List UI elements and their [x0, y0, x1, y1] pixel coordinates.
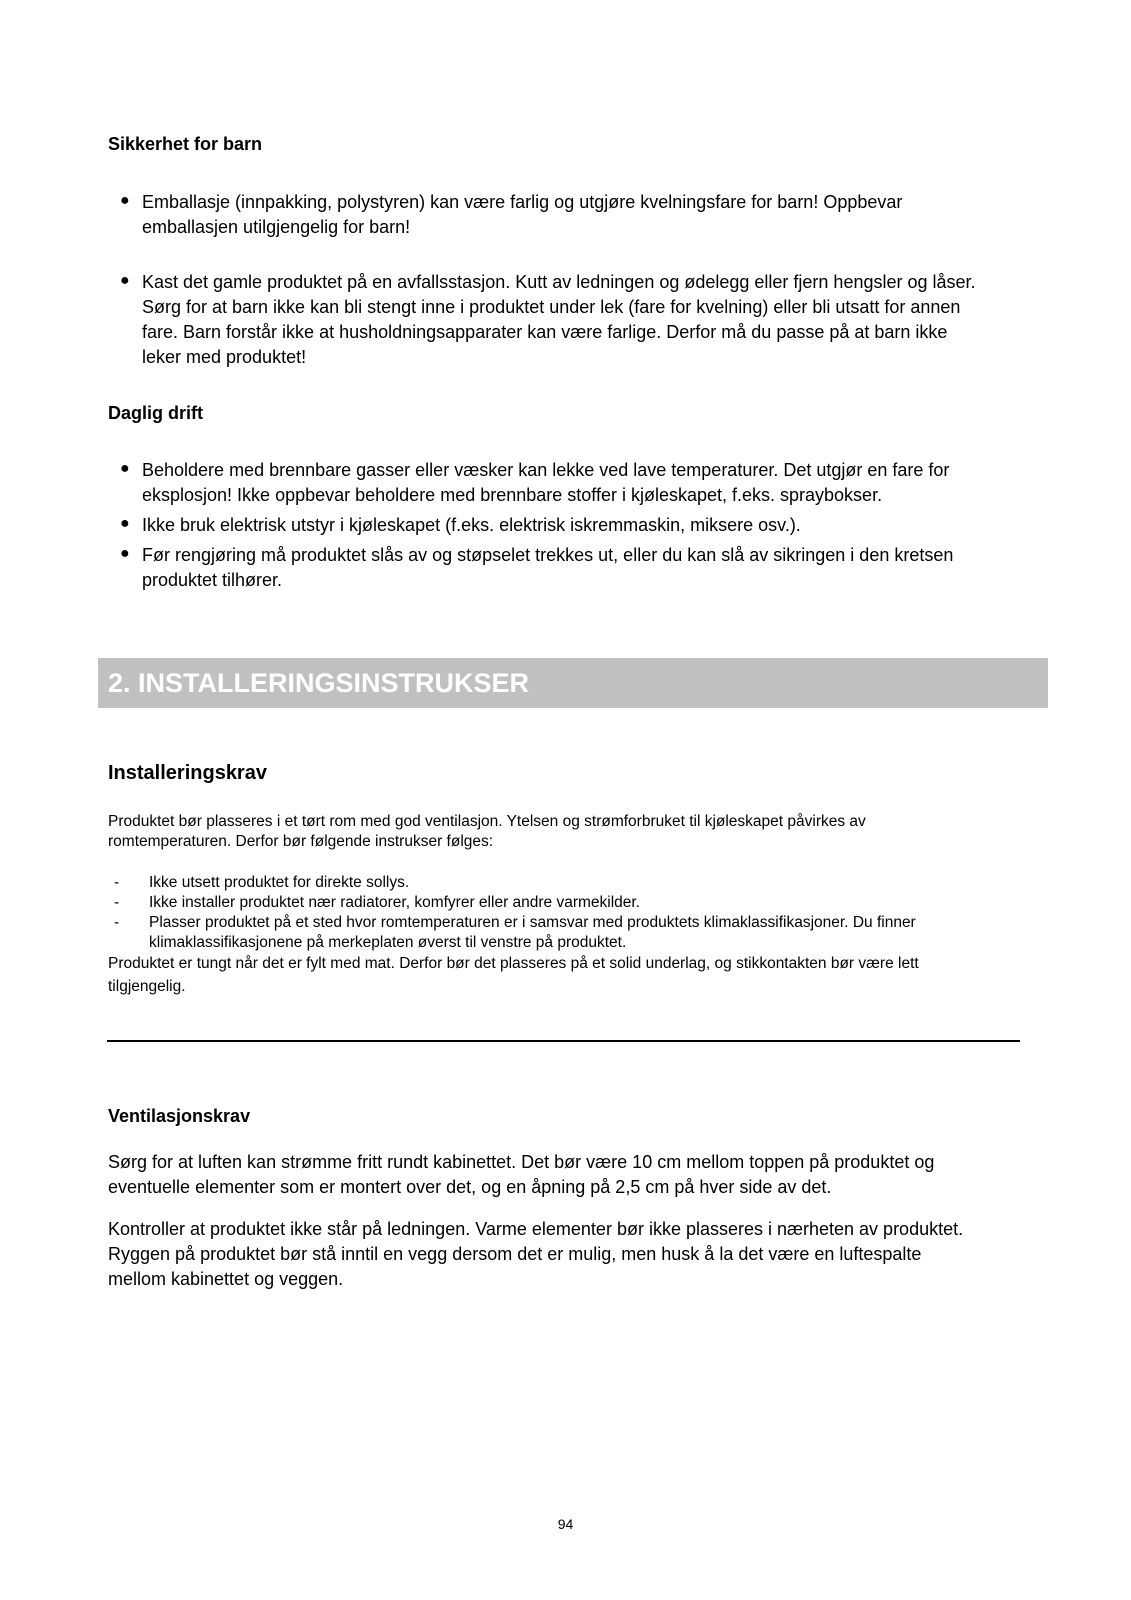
list-item: Kast det gamle produktet på en avfallsstasjon. Kutt av ledningen og ødelegg eller fjern hengsler og låser. Sørg for at barn ikke kan bli stengt inne i produktet under lek (fare for kvelning) eller bli utsatt for annen fare. Barn forstår ikke at husholdningsapparater kan være farlige. Derfor må du passe på at barn ikke leker med produktet! — [142, 272, 976, 367]
divider-rule — [107, 1040, 1020, 1042]
bullet-icon: ● — [120, 192, 130, 209]
list-item: Ikke bruk elektrisk utstyr i kjøleskapet (f.eks. elektrisk iskremmaskin, miksere osv.). — [142, 515, 801, 535]
heading-install-requirements: Installeringskrav — [108, 762, 267, 784]
list-item: Før rengjøring må produktet slås av og støpselet trekkes ut, eller du kan slå av sikringen i den kretsen produktet tilhører. — [142, 545, 954, 590]
list-item: Emballasje (innpakking, polystyren) kan være farlig og utgjøre kvelningsfare for barn! Oppbevar emballasjen utilgjengelig for barn! — [142, 192, 903, 237]
bullet-icon: ● — [120, 545, 130, 562]
bullet-icon: ● — [120, 460, 130, 477]
list-item: Beholdere med brennbare gasser eller væsker kan lekke ved lave temperaturer. Det utgjør en fare for eksplosjon! Ikke oppbevar beholdere med brennbare stoffer i kjøleskapet, f.eks. spraybokser. — [142, 460, 950, 505]
heading-child-safety: Sikkerhet for barn — [108, 134, 263, 154]
page-number: 94 — [557, 1516, 574, 1532]
heading-daily-operation: Daglig drift — [108, 403, 203, 423]
ventilation-paragraph: Kontroller at produktet ikke står på ledningen. Varme elementer bør ikke plasseres i nærheten av produktet. Ryggen på produktet bør stå inntil en vegg dersom det er mulig, men husk å la det være en luftespalte mellom kabinettet og veggen. — [108, 1219, 964, 1289]
bullet-icon: ● — [120, 515, 130, 532]
intro-paragraph: Produktet bør plasseres i et tørt rom med god ventilasjon. Ytelsen og strømforbruket til kjøleskapet påvirkes av romtemperaturen. Derfor bør følgende instrukser følges: — [108, 813, 866, 850]
ventilation-paragraph: Sørg for at luften kan strømme fritt rundt kabinettet. Det bør være 10 cm mellom toppen på produktet og eventuelle elementer som er montert over det, og en åpning på 2,5 cm på hver side av det. — [108, 1152, 935, 1197]
heading-ventilation: Ventilasjonskrav — [108, 1106, 251, 1126]
outro-paragraph: Produktet er tungt når det er fylt med mat. Derfor bør det plasseres på et solid underlag, og stikkontakten bør være lett tilgjengelig. — [108, 955, 919, 995]
bullet-icon: ● — [120, 272, 130, 289]
chapter-banner: 2. INSTALLERINGSINSTRUKSER — [98, 658, 1048, 708]
